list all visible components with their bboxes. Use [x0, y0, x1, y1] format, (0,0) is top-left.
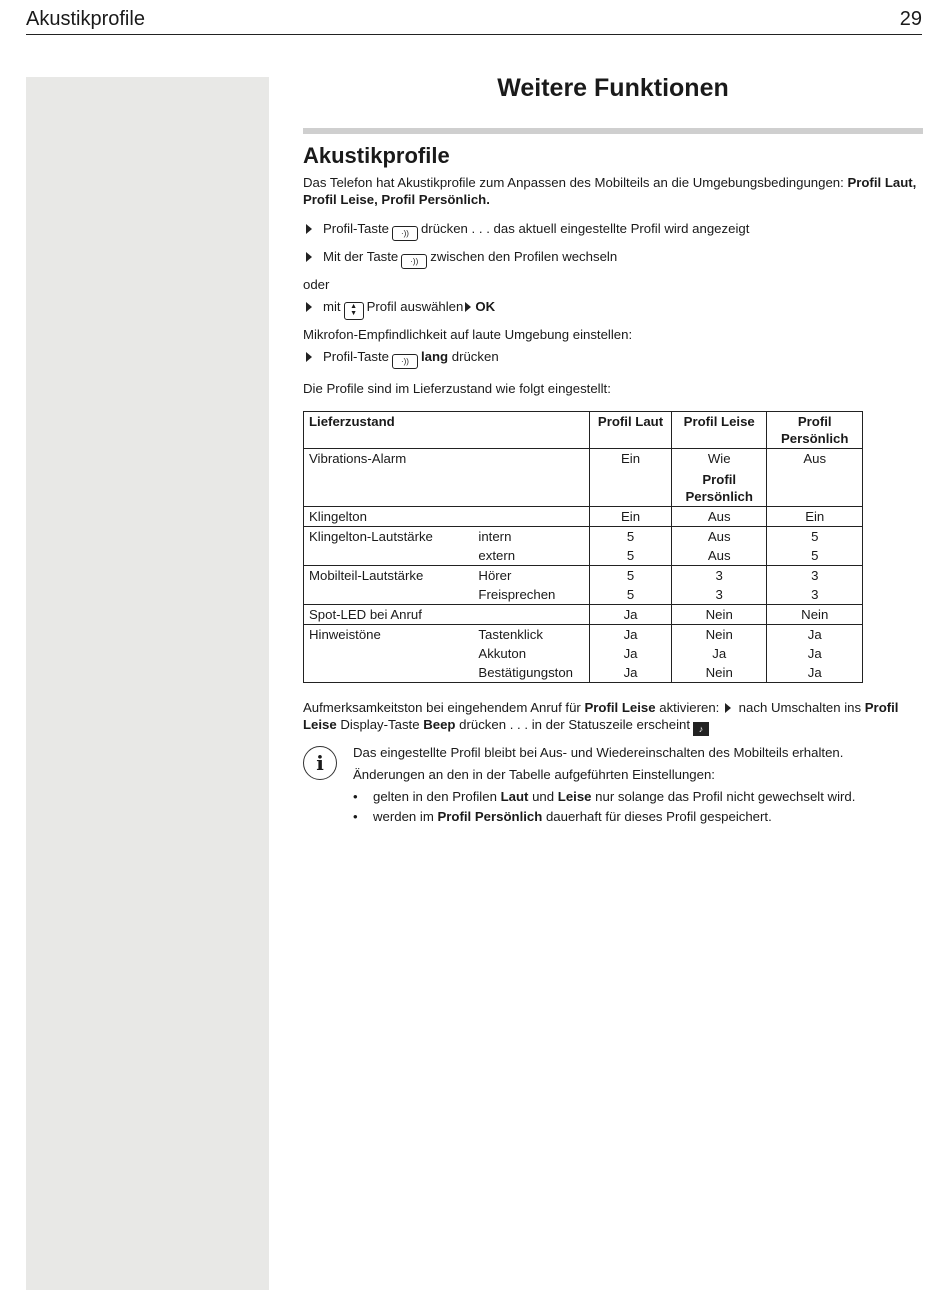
section-title: Akustikprofile: [303, 143, 450, 168]
profile-key-icon: ·)): [401, 254, 427, 269]
step-arrow-icon: [306, 302, 312, 312]
table-row: Akkuton Ja Ja Ja: [304, 644, 863, 663]
note-text: Das eingestellte Profil bleibt bei Aus- und Wiedereinschalten des Mobilteils erhalten.: [353, 745, 844, 760]
oder-text: oder: [303, 277, 330, 292]
table-row: Vibrations-Alarm Ein Wie Profil Persönlich Aus: [304, 449, 863, 507]
table-intro: Die Profile sind im Lieferzustand wie folgt eingestellt:: [303, 381, 611, 396]
step-profile-key: Profil-Taste ·)) drücken . . . das aktuell eingestellte Profil wird angezeigt: [303, 220, 923, 241]
table-row: Bestätigungston Ja Nein Ja: [304, 663, 863, 683]
step-switch-profile: Mit der Taste ·)) zwischen den Profilen wechseln: [303, 248, 923, 269]
table-header: Profil Leise: [671, 412, 766, 449]
table-row: Freisprechen 5 3 3: [304, 585, 863, 605]
header-title: Akustikprofile: [26, 8, 145, 30]
profile-table: [303, 411, 863, 683]
list-item: • gelten in den Profilen Laut und Leise nur solange das Profil nicht gewechselt wird.: [353, 789, 856, 804]
info-icon: i: [303, 746, 337, 780]
inline-arrow-icon: [725, 703, 731, 713]
step-arrow-icon: [306, 252, 312, 262]
mic-text: Mikrofon-Empfindlichkeit auf laute Umgebung einstellen:: [303, 327, 633, 342]
list-item: • werden im Profil Persönlich dauerhaft für dieses Profil gespeichert.: [353, 809, 772, 824]
info-note: [303, 744, 923, 825]
sidebar-panel: [26, 77, 269, 1290]
step-arrow-icon: [306, 352, 312, 362]
table-row: Spot-LED bei Anruf Ja Nein Nein: [304, 605, 863, 625]
table-row: Hinweistöne Tastenklick Ja Nein Ja: [304, 625, 863, 645]
intro-paragraph: Das Telefon hat Akustikprofile zum Anpassen des Mobilteils an die Umgebungsbedingungen: Profil Laut, Profil Leise, Profil Persönlich.: [303, 175, 917, 207]
step-select-profile: mit ▲ ▼ Profil auswählen OK: [303, 298, 923, 320]
page-number: 29: [899, 8, 922, 30]
profile-key-icon: ·)): [392, 226, 418, 241]
step-long-press: Profil-Taste ·)) lang drücken: [303, 348, 923, 369]
table-row: extern 5 Aus 5: [304, 546, 863, 566]
table-row: Mobilteil-Lautstärke Hörer 5 3 3: [304, 566, 863, 586]
table-header: Lieferzustand: [309, 414, 395, 429]
table-row: Klingelton Ein Aus Ein: [304, 507, 863, 527]
section-rule: [303, 128, 923, 134]
profile-key-icon: ·)): [392, 354, 418, 369]
table-header-row: [304, 412, 863, 449]
table-header: Profil Persönlich: [767, 412, 863, 449]
table-row: Klingelton-Lautstärke intern 5 Aus 5: [304, 527, 863, 547]
page-header: [26, 6, 922, 35]
inline-arrow-icon: [465, 302, 471, 312]
nav-key-icon: ▲ ▼: [344, 302, 364, 320]
table-header: Profil Laut: [590, 412, 672, 449]
step-arrow-icon: [306, 224, 312, 234]
note-text: Änderungen an den in der Tabelle aufgeführten Einstellungen:: [353, 767, 715, 782]
attention-tone-paragraph: Aufmerksamkeitston bei eingehendem Anruf für Profil Leise aktivieren: nach Umschalten ins Profil Leise Display-Taste Beep drücken . . . in der Statuszeile erscheint ♪: [303, 700, 899, 734]
chapter-title: Weitere Funktionen: [497, 74, 729, 102]
main-content: [303, 70, 923, 828]
beep-status-icon: ♪: [693, 722, 709, 736]
